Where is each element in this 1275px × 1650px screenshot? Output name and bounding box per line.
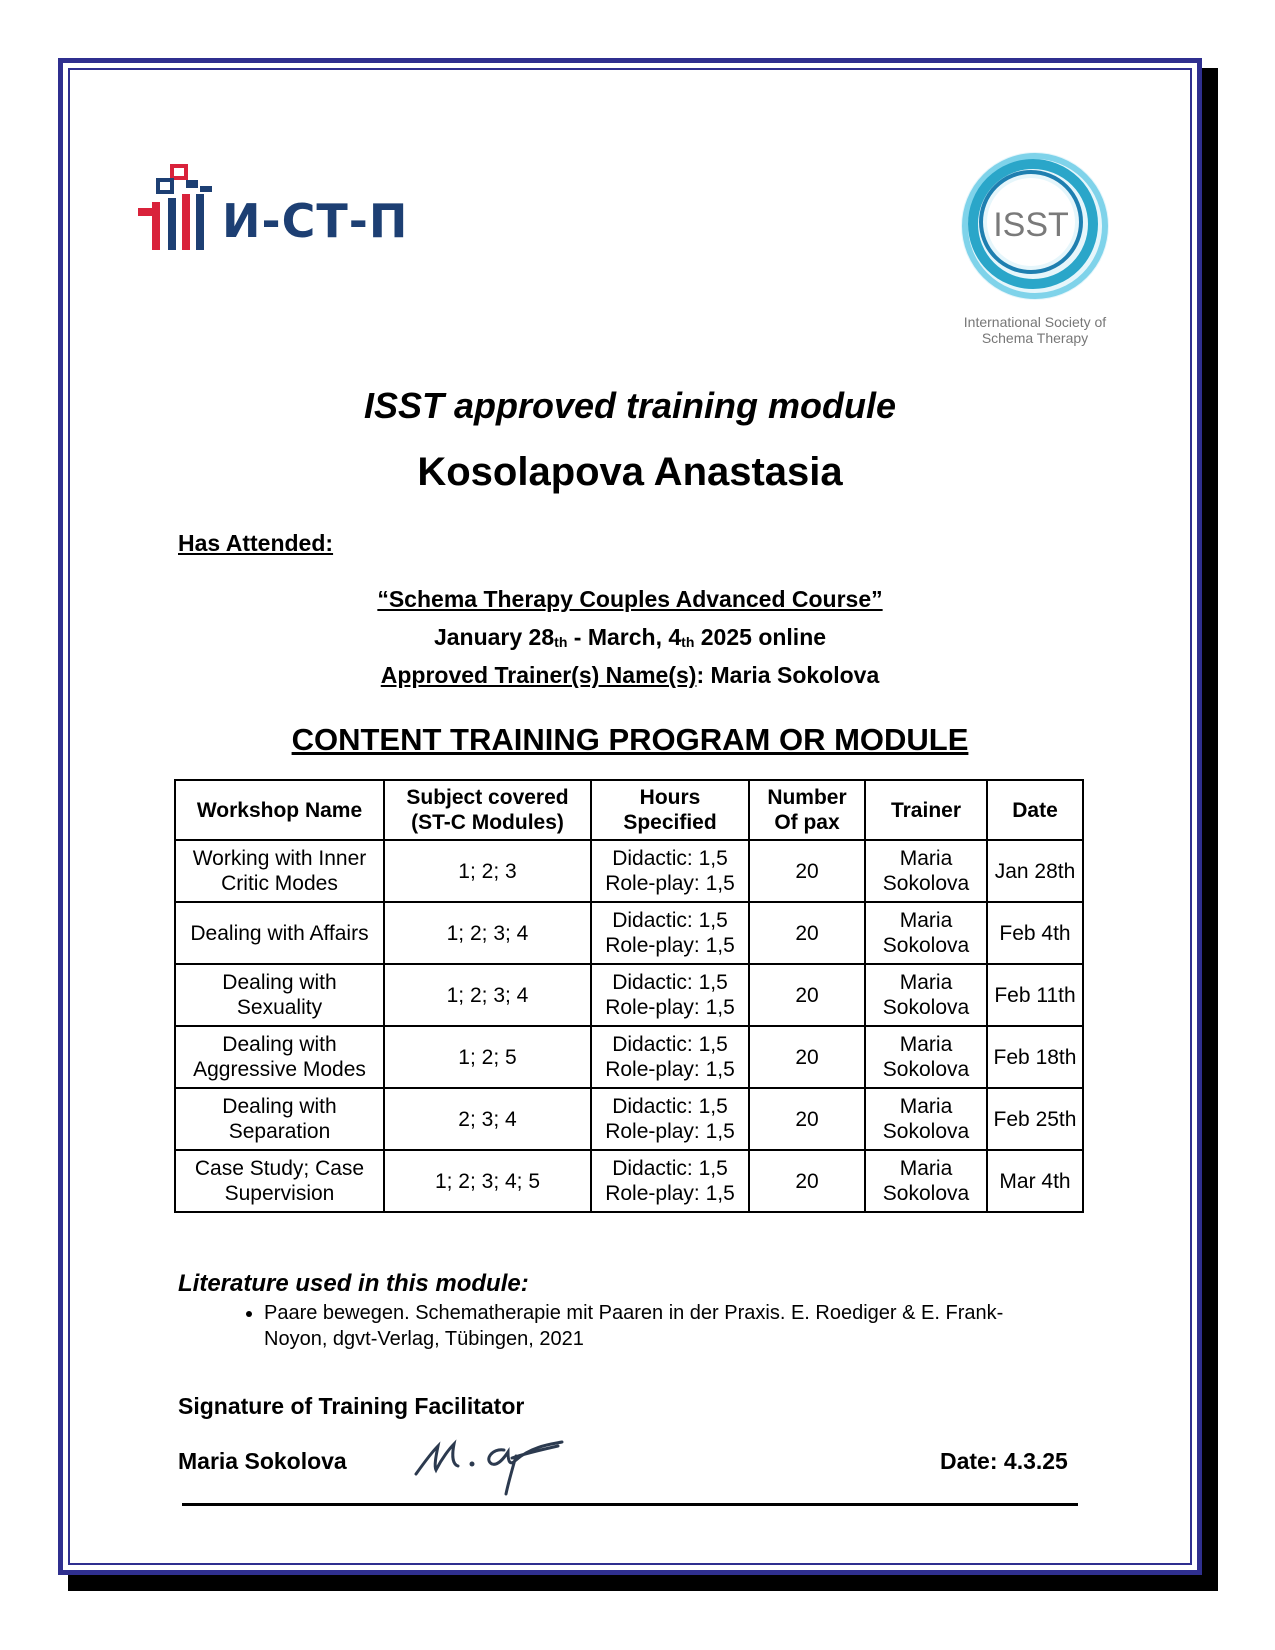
table-row	[175, 840, 1083, 902]
pax-cell: 20	[749, 1150, 865, 1212]
pax-cell: 20	[749, 964, 865, 1026]
subject-cell: 1; 2; 3; 4	[384, 902, 591, 964]
isst-logo-icon	[945, 148, 1125, 328]
hours-cell: Didactic: 1,5 Role-play: 1,5	[591, 840, 749, 902]
trainer-cell: Maria Sokolova	[865, 1088, 987, 1150]
header-hours: Hours Specified	[591, 780, 749, 840]
header-pax: Number Of pax	[749, 780, 865, 840]
table-row	[175, 1088, 1083, 1150]
subject-cell: 1; 2; 3; 4; 5	[384, 1150, 591, 1212]
workshop-cell: Case Study; Case Supervision	[175, 1150, 384, 1212]
workshop-cell: Dealing with Separation	[175, 1088, 384, 1150]
isst-logo-text: ISST	[993, 206, 1069, 244]
workshop-cell: Working with Inner Critic Modes	[175, 840, 384, 902]
course-dates: January $28_{th}$ - March, $4_{th}$ 2025 online	[433, 624, 827, 650]
pax-cell: 20	[749, 840, 865, 902]
subject-cell: 1; 2; 3; 4	[384, 964, 591, 1026]
certificate-title: ISST approved training module	[363, 385, 897, 426]
date-cell: Feb 25th	[987, 1088, 1083, 1150]
istp-logo-text: И-СТ-П	[222, 194, 409, 248]
trainer-cell: Maria Sokolova	[865, 902, 987, 964]
header-trainer: Trainer	[865, 780, 987, 840]
table-row	[175, 1026, 1083, 1088]
pax-cell: 20	[749, 902, 865, 964]
subject-cell: 1; 2; 3	[384, 840, 591, 902]
hours-cell: Didactic: 1,5 Role-play: 1,5	[591, 1026, 749, 1088]
pax-cell: 20	[749, 1088, 865, 1150]
header-subject: Subject covered (ST-C Modules)	[384, 780, 591, 840]
table-row	[175, 964, 1083, 1026]
hours-cell: Didactic: 1,5 Role-play: 1,5	[591, 902, 749, 964]
date-cell: Mar 4th	[987, 1150, 1083, 1212]
trainer-cell: Maria Sokolova	[865, 1026, 987, 1088]
date-cell: Feb 11th	[987, 964, 1083, 1026]
date-cell: Jan 28th	[987, 840, 1083, 902]
literature-heading: Literature used in this module:	[178, 1270, 529, 1297]
pax-cell: 20	[749, 1026, 865, 1088]
workshop-cell: Dealing with Affairs	[175, 902, 384, 964]
handwritten-signature-icon	[412, 1430, 582, 1500]
recipient-name: Kosolapova Anastasia	[417, 450, 843, 494]
signature-heading: Signature of Training Facilitator	[178, 1393, 525, 1419]
isst-subtitle: International Society of Schema Therapy	[963, 314, 1107, 346]
table-header-row	[175, 780, 1083, 840]
subject-cell: 2; 3; 4	[384, 1088, 591, 1150]
date-cell: Feb 18th	[987, 1026, 1083, 1088]
hours-cell: Didactic: 1,5 Role-play: 1,5	[591, 1088, 749, 1150]
facilitator-name: Maria Sokolova	[178, 1448, 347, 1474]
literature-list	[226, 1300, 1024, 1352]
table-row	[175, 902, 1083, 964]
list-item: • Paare bewegen. Schematherapie mit Paaren in der Praxis. E. Roediger & E. Frank-Noyon, dgvt-Verlag, Tübingen, 2021	[264, 1300, 1024, 1352]
trainer-cell: Maria Sokolova	[865, 964, 987, 1026]
program-table	[174, 779, 1084, 1213]
has-attended-label: Has Attended:	[178, 530, 334, 556]
header-date: Date	[987, 780, 1083, 840]
workshop-cell: Dealing with Sexuality	[175, 964, 384, 1026]
trainer-cell: Maria Sokolova	[865, 840, 987, 902]
header-workshop: Workshop Name	[175, 780, 384, 840]
trainer-cell: Maria Sokolova	[865, 1150, 987, 1212]
hours-cell: Didactic: 1,5 Role-play: 1,5	[591, 1150, 749, 1212]
approved-trainer: Approved Trainer(s) Name(s): Maria Sokolova	[380, 662, 880, 688]
signature-date: Date: 4.3.25	[940, 1448, 1068, 1474]
signature-line	[182, 1503, 1078, 1506]
subject-cell: 1; 2; 5	[384, 1026, 591, 1088]
workshop-cell: Dealing with Aggressive Modes	[175, 1026, 384, 1088]
content-heading: CONTENT TRAINING PROGRAM OR MODULE	[291, 722, 969, 757]
hours-cell: Didactic: 1,5 Role-play: 1,5	[591, 964, 749, 1026]
course-title: “Schema Therapy Couples Advanced Course”	[377, 586, 883, 612]
date-cell: Feb 4th	[987, 902, 1083, 964]
table-row	[175, 1150, 1083, 1212]
